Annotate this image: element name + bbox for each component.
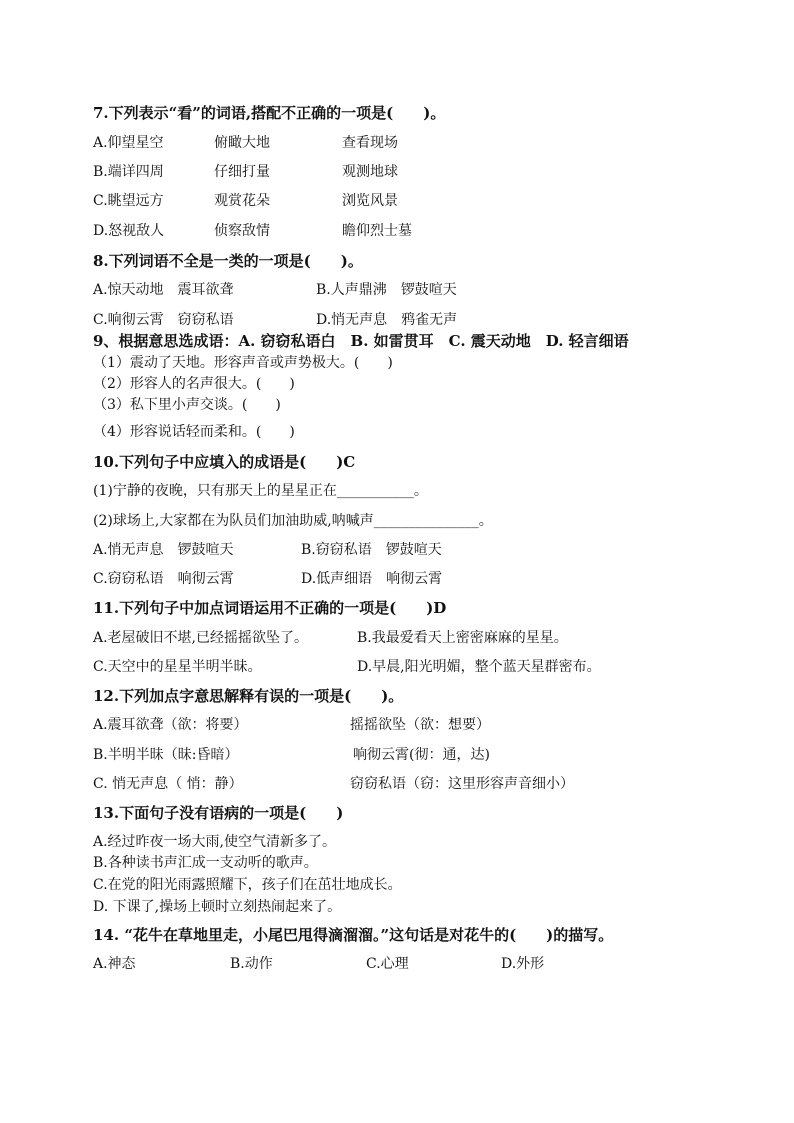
question-13-option-c: C.在党的阳光雨露照耀下，孩子们在茁壮地成长。	[93, 877, 402, 893]
option-cell: A.仰望星空	[93, 135, 164, 151]
option-cell: B.动作	[230, 956, 273, 972]
option-cell: 俯瞰大地	[214, 135, 270, 151]
option-cell: C.窃窃私语 响彻云霄	[93, 571, 234, 587]
option-cell: C. 悄无声息（ 悄：静）	[93, 776, 243, 792]
option-cell: B.窃窃私语 锣鼓喧天	[301, 542, 442, 558]
question-9-item-2: （2）形容人的名声很大。( )	[93, 376, 295, 392]
option-cell: D.怒视敌人	[93, 223, 165, 239]
question-10-sentence-2: (2)球场上,大家都在为队员们加油助威,呐喊声_______________。	[93, 513, 493, 529]
option-cell: 侦察敌情	[214, 223, 270, 239]
question-9-item-3: （3）私下里小声交谈。( )	[93, 397, 281, 413]
question-13-option-a: A.经过昨夜一场大雨,使空气清新多了。	[93, 834, 337, 850]
option-cell: 仔细打量	[214, 164, 270, 180]
option-cell: 浏览风景	[342, 193, 398, 209]
question-12-stem: 12.下列加点字意思解释有误的一项是( )。	[93, 687, 404, 705]
option-cell: 观测地球	[342, 164, 398, 180]
option-cell: C.心理	[366, 956, 409, 972]
option-cell: C.响彻云霄 窃窃私语	[93, 312, 234, 328]
option-cell: 摇摇欲坠（欲：想要）	[350, 717, 490, 733]
option-cell: A.神态	[93, 956, 136, 972]
question-10-stem: 10.下列句子中应填入的成语是( )C	[93, 453, 356, 471]
question-12-row-3	[0, 777, 794, 795]
option-cell: A.老屋破旧不堪,已经摇摇欲坠了。	[93, 630, 309, 646]
option-cell: D.低声细语 响彻云霄	[301, 571, 443, 587]
question-11-stem: 11.下列句子中加点词语运用不正确的一项是( )D	[93, 599, 447, 617]
option-cell: D.早晨,阳光明媚，整个蓝天星群密布。	[357, 659, 601, 675]
option-cell: A.震耳欲聋（欲：将要）	[93, 717, 248, 733]
question-14-stem: 14. “花牛在草地里走，小尾巴甩得滴溜溜。”这句话是对花牛的( )的描写。	[93, 926, 614, 944]
option-cell: C.天空中的星星半明半昧。	[93, 659, 262, 675]
option-cell: D.外形	[501, 956, 545, 972]
question-7-stem: 7.下列表示“看”的词语,搭配不正确的一项是( )。	[93, 104, 446, 122]
question-9-item-4: （4）形容说话轻而柔和。( )	[93, 424, 295, 440]
question-8-row-2	[0, 313, 794, 331]
question-8-stem: 8.下列词语不全是一类的一项是( )。	[93, 252, 363, 270]
question-14-row	[0, 957, 794, 975]
option-cell: 窃窃私语（窃：这里形容声音细小）	[350, 776, 574, 792]
question-10-row-2	[0, 572, 794, 590]
option-cell: B.半明半昧（昧:昏暗）	[93, 747, 239, 763]
question-7-row-d	[0, 224, 794, 242]
question-7-row-c	[0, 194, 794, 212]
question-11-row-2	[0, 660, 794, 678]
option-cell: B.我最爱看天上密密麻麻的星星。	[357, 630, 568, 646]
question-11-row-1	[0, 631, 794, 649]
question-10-row-1	[0, 543, 794, 561]
option-cell: 响彻云霄(彻：通，达)	[353, 747, 490, 763]
question-13-option-d: D. 下课了,操场上顿时立刻热闹起来了。	[93, 899, 342, 915]
option-cell: A.惊天动地 震耳欲聋	[93, 282, 234, 298]
option-cell: C.眺望远方	[93, 193, 164, 209]
option-cell: 瞻仰烈士墓	[342, 223, 412, 239]
question-7-row-a	[0, 136, 794, 154]
option-cell: B.端详四周	[93, 164, 164, 180]
question-13-option-b: B.各种读书声汇成一支动听的歌声。	[93, 855, 318, 871]
option-cell: B.人声鼎沸 锣鼓喧天	[316, 282, 457, 298]
question-13-stem: 13.下面句子没有语病的一项是( )	[93, 804, 344, 822]
option-cell: 观赏花朵	[214, 193, 270, 209]
question-8-row-1	[0, 283, 794, 301]
option-cell: A.悄无声息 锣鼓喧天	[93, 542, 234, 558]
question-7-row-b	[0, 165, 794, 183]
option-cell: D.悄无声息 鸦雀无声	[316, 312, 458, 328]
question-12-row-2	[0, 748, 794, 766]
question-10-sentence-1: (1)宁静的夜晚，只有那天上的星星正在___________。	[93, 483, 428, 499]
question-9-stem: 9、根据意思选成语：A. 窃窃私语白 B. 如雷贯耳 C. 震天动地 D. 轻言细语	[93, 332, 629, 350]
option-cell: 查看现场	[342, 135, 398, 151]
question-12-row-1	[0, 718, 794, 736]
question-9-item-1: （1）震动了天地。形容声音或声势极大。( )	[93, 355, 393, 371]
